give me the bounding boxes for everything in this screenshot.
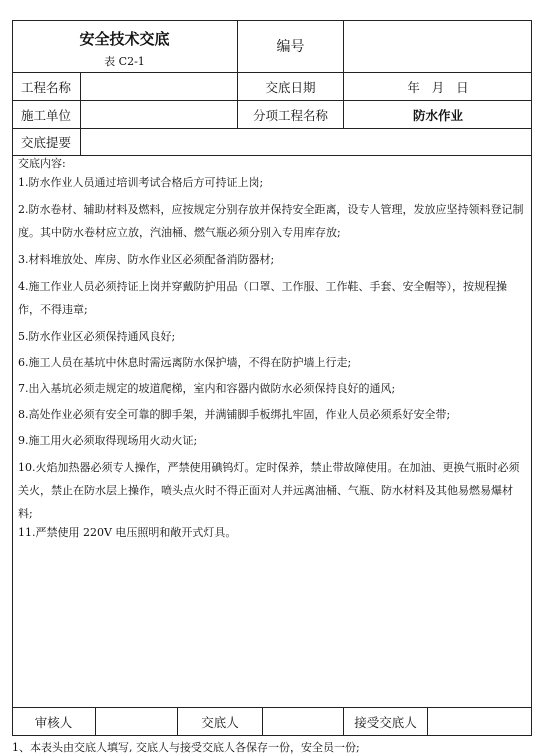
subproject-label: 分项工程名称 [252,107,328,123]
reviewer-label: 审核人 [34,715,73,730]
reviewer-field[interactable] [96,708,177,736]
construction-unit-field[interactable] [81,101,237,128]
number-field[interactable] [344,20,532,72]
content-item: 2.防水卷材、辅助材料及燃料，应按规定分别存放并保持安全距离，设专人管理，发放应坚持领料登记制度。其中防水卷材应立放，汽油桶、燃气瓶必须分别入专用库存放; [18,203,524,239]
content-item: 3.材料堆放处、库房、防水作业区必须配备消防器材; [18,253,275,266]
date-label: 交底日期 [265,79,316,95]
content-item: 7.出入基坑必须走规定的坡道爬梯，室内和容器内做防水必须保持良好的通风; [18,382,396,395]
footer-note: 1、本表头由交底人填写, 交底人与接受交底人各保存一份，安全员一份; [12,741,360,754]
content-item: 6.施工人员在基坑中休息时需远离防水保护墙，不得在防护墙上行走; [18,356,352,369]
presenter-label: 交底人 [201,715,239,730]
receiver-label: 接受交底人 [354,715,417,730]
number-label: 编号 [276,39,305,55]
project-name-label: 工程名称 [20,79,71,95]
date-field[interactable]: 年 月 日 [407,79,469,95]
content-item: 1.防水作业人员通过培训考试合格后方可持证上岗; [18,176,264,189]
project-name-field[interactable] [81,73,237,100]
subproject-field[interactable]: 防水作业 [412,107,463,123]
content-item: 5.防水作业区必须保持通风良好; [18,330,176,343]
disclosure-content [18,156,524,541]
form-number: 表 C2-1 [104,55,145,68]
content-item: 10.火焰加热器必须专人操作，严禁使用碘钨灯。定时保养，禁止带故障使用。在加油、更换气瓶时必须关火，禁止在防水层上操作，喷头点火时不得正面对人并远离油桶、气瓶、防水材料及其他易燃易爆材料; [18,461,520,520]
presenter-field[interactable] [263,708,343,736]
content-item: 8.高处作业必须有安全可靠的脚手架，并满铺脚手板绑扎牢固，作业人员必须系好安全带; [18,408,451,421]
summary-label: 交底提要 [20,135,71,150]
summary-field[interactable] [81,129,532,155]
content-item: 4.施工作业人员必须持证上岗并穿戴防护用品（口罩、工作服、工作鞋、手套、安全帽等），按规程操作，不得违章; [18,280,507,316]
content-item: 11.严禁使用 220V 电压照明和敞开式灯具。 [18,526,237,539]
content-heading: 交底内容: [18,157,66,170]
form-title: 安全技术交底 [79,29,170,48]
construction-unit-label: 施工单位 [20,107,71,123]
receiver-field[interactable] [428,708,532,736]
content-item: 9.施工用火必须取得现场用火动火证; [18,434,198,447]
